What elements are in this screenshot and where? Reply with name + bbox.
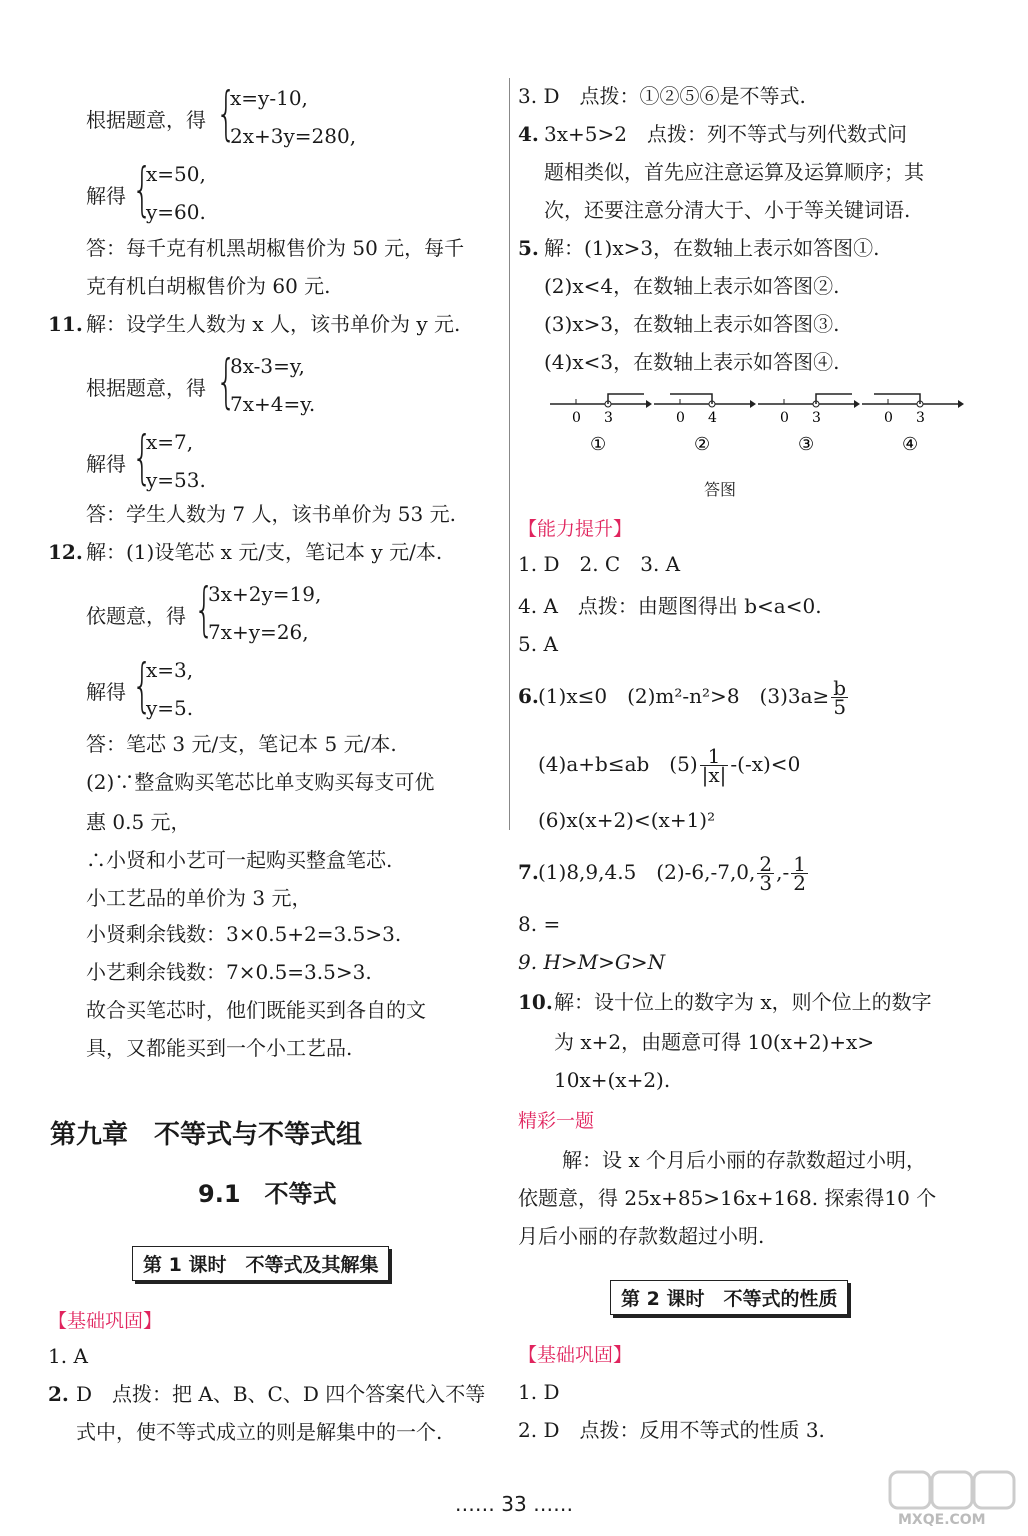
q12-part2-line2: 惠 0.5 元， [86, 810, 191, 834]
answer-5-line2: (2)x<4，在数轴上表示如答图②. [544, 274, 840, 298]
answer-5-line3: (3)x>3，在数轴上表示如答图③. [544, 312, 840, 336]
q12-part2-line3: ∴小贤和小艺可一起购买整盒笔芯. [86, 848, 393, 872]
answer-11: 答：学生人数为 7 人，该书单价为 53 元. [86, 502, 456, 526]
q12-part2-line4: 小工艺品的单价为 3 元， [86, 886, 312, 910]
lesson-1-box: 第 1 课时 不等式及其解集 [132, 1246, 389, 1281]
improve-10-number: 10. [518, 990, 553, 1014]
page-number: …… 33 …… [454, 1492, 574, 1516]
nl2-zero: 0 [676, 410, 685, 426]
number-line-3 [756, 392, 860, 462]
watermark-logo [888, 1470, 1018, 1533]
tag-improve: 【能力提升】 [518, 518, 633, 540]
q12-part2-line8: 具，又都能买到一个小工艺品. [86, 1036, 353, 1060]
q12-part2-line7: 故合买笔芯时，他们既能买到各自的文 [86, 998, 426, 1022]
improve-9: 9. H>M>G>N [518, 950, 666, 974]
wonder-line3: 月后小丽的存款数超过小明. [518, 1224, 765, 1248]
nl1-zero: 0 [572, 410, 581, 426]
question-11-number: 11. [48, 312, 83, 336]
fraction-2-over-3: $\frac{2}{3}$ [759, 852, 773, 895]
tag-basic: 【基础巩固】 [48, 1310, 163, 1332]
improve-8: 8. = [518, 912, 561, 936]
improve-6-line3: (6)x(x+2)<(x+1)² [538, 808, 716, 832]
answer-5-number: 5. [518, 236, 539, 260]
basic2-answer-1: 1. D [518, 1380, 560, 1404]
q12-part2-line5: 小贤剩余钱数：3×0.5+2=3.5>3. [86, 922, 402, 946]
watermark-icon [888, 1470, 1018, 1528]
nl3-mark: 3 [812, 410, 821, 426]
basic2-answer-2: 2. D 点拨：反用不等式的性质 3. [518, 1418, 825, 1442]
answer-4-line3: 次，还要注意分清大于、小于等关键词语. [544, 198, 911, 222]
improve-7-number: 7. [518, 860, 539, 884]
question-11-text: 解：设学生人数为 x 人，该书单价为 y 元. [86, 312, 461, 336]
nl4-zero: 0 [884, 410, 893, 426]
figure-caption: 答图 [704, 480, 737, 499]
q12-part2-line6: 小艺剩余钱数：7×0.5=3.5>3. [86, 960, 372, 984]
wonder-line1: 解：设 x 个月后小丽的存款数超过小明， [562, 1148, 926, 1172]
improve-6-line1: (1)x≤0 (2)m²-n²>8 (3)3a≥ $\frac{b}{5}$ [538, 676, 847, 719]
answer-4-number: 4. [518, 122, 539, 146]
fraction-1-over-2: $\frac{1}{2}$ [793, 852, 806, 895]
lesson-2-box: 第 2 课时 不等式的性质 [610, 1280, 848, 1315]
question-12-text: 解：(1)设笔芯 x 元/支，笔记本 y 元/本. [86, 540, 443, 564]
nl3-zero: 0 [780, 410, 789, 426]
number-line-2 [652, 392, 756, 462]
improve-4: 4. A 点拨：由题图得出 b<a<0. [518, 594, 822, 618]
nl4-label: ④ [902, 434, 919, 455]
number-line-1 [548, 392, 652, 462]
fraction-1-over-abs-x: $\frac{1}{|x|}$ [701, 744, 727, 787]
q12-part2-line1: (2)∵整盒购买笔芯比单支购买每支可优 [86, 770, 435, 794]
answer-2-line2: 式中，使不等式成立的则是解集中的一个. [76, 1420, 443, 1444]
svg-text:MXQE.COM: MXQE.COM [898, 1512, 986, 1528]
section-title: 9.1 不等式 [198, 1180, 337, 1208]
answer-3: 3. D 点拨：①②⑤⑥是不等式. [518, 84, 806, 108]
improve-1-3: 1. D 2. C 3. A [518, 552, 681, 576]
answer-5-line4: (4)x<3，在数轴上表示如答图④. [544, 350, 840, 374]
answer-10-line2: 克有机白胡椒售价为 60 元. [86, 274, 331, 298]
improve-6-number: 6. [518, 684, 539, 708]
chapter-title: 第九章 不等式与不等式组 [50, 1120, 363, 1150]
answer-5-line1: 解：(1)x>3，在数轴上表示如答图①. [544, 236, 880, 260]
answer-1: 1. A [48, 1344, 88, 1368]
improve-10-line1: 解：设十位上的数字为 x，则个位上的数字 [554, 990, 932, 1014]
improve-10-line2: 为 x+2，由题意可得 10(x+2)+x> [554, 1030, 875, 1054]
tag-wonderful-question: 精彩一题 [518, 1110, 595, 1132]
nl3-label: ③ [798, 434, 815, 455]
wonder-line2: 依题意，得 25x+85>16x+168. 探索得10 个 [518, 1186, 937, 1210]
nl4-mark: 3 [916, 410, 925, 426]
answer-10-line1: 答：每千克有机黑胡椒售价为 50 元，每千 [86, 236, 465, 260]
column-divider [509, 78, 510, 830]
question-12-number: 12. [48, 540, 83, 564]
improve-7-line: (1)8,9,4.5 (2)-6,-7,0, $\frac{2}{3}$ ,- $\frac{1}{2}$ [538, 852, 806, 895]
number-line-4 [860, 392, 964, 462]
nl2-mark: 4 [708, 410, 717, 426]
tag-basic-2: 【基础巩固】 [518, 1344, 633, 1366]
improve-6-line2: (4)a+b≤ab (5) $\frac{1}{|x|}$ -(-x)<0 [538, 744, 801, 787]
answer-12: 答：笔芯 3 元/支，笔记本 5 元/本. [86, 732, 397, 756]
nl1-label: ① [590, 434, 607, 455]
nl1-mark: 3 [604, 410, 613, 426]
fraction-b-over-5: $\frac{b}{5}$ [833, 676, 847, 719]
answer-4-line1: 3x+5>2 点拨：列不等式与列代数式问 [544, 122, 907, 146]
nl2-label: ② [694, 434, 711, 455]
improve-10-line3: 10x+(x+2). [554, 1068, 671, 1092]
answer-2-line1: D 点拨：把 A、B、C、D 四个答案代入不等 [76, 1382, 486, 1406]
answer-4-line2: 题相类似，首先应注意运算及运算顺序；其 [544, 160, 924, 184]
answer-2-number: 2. [48, 1382, 69, 1406]
improve-5: 5. A [518, 632, 558, 656]
